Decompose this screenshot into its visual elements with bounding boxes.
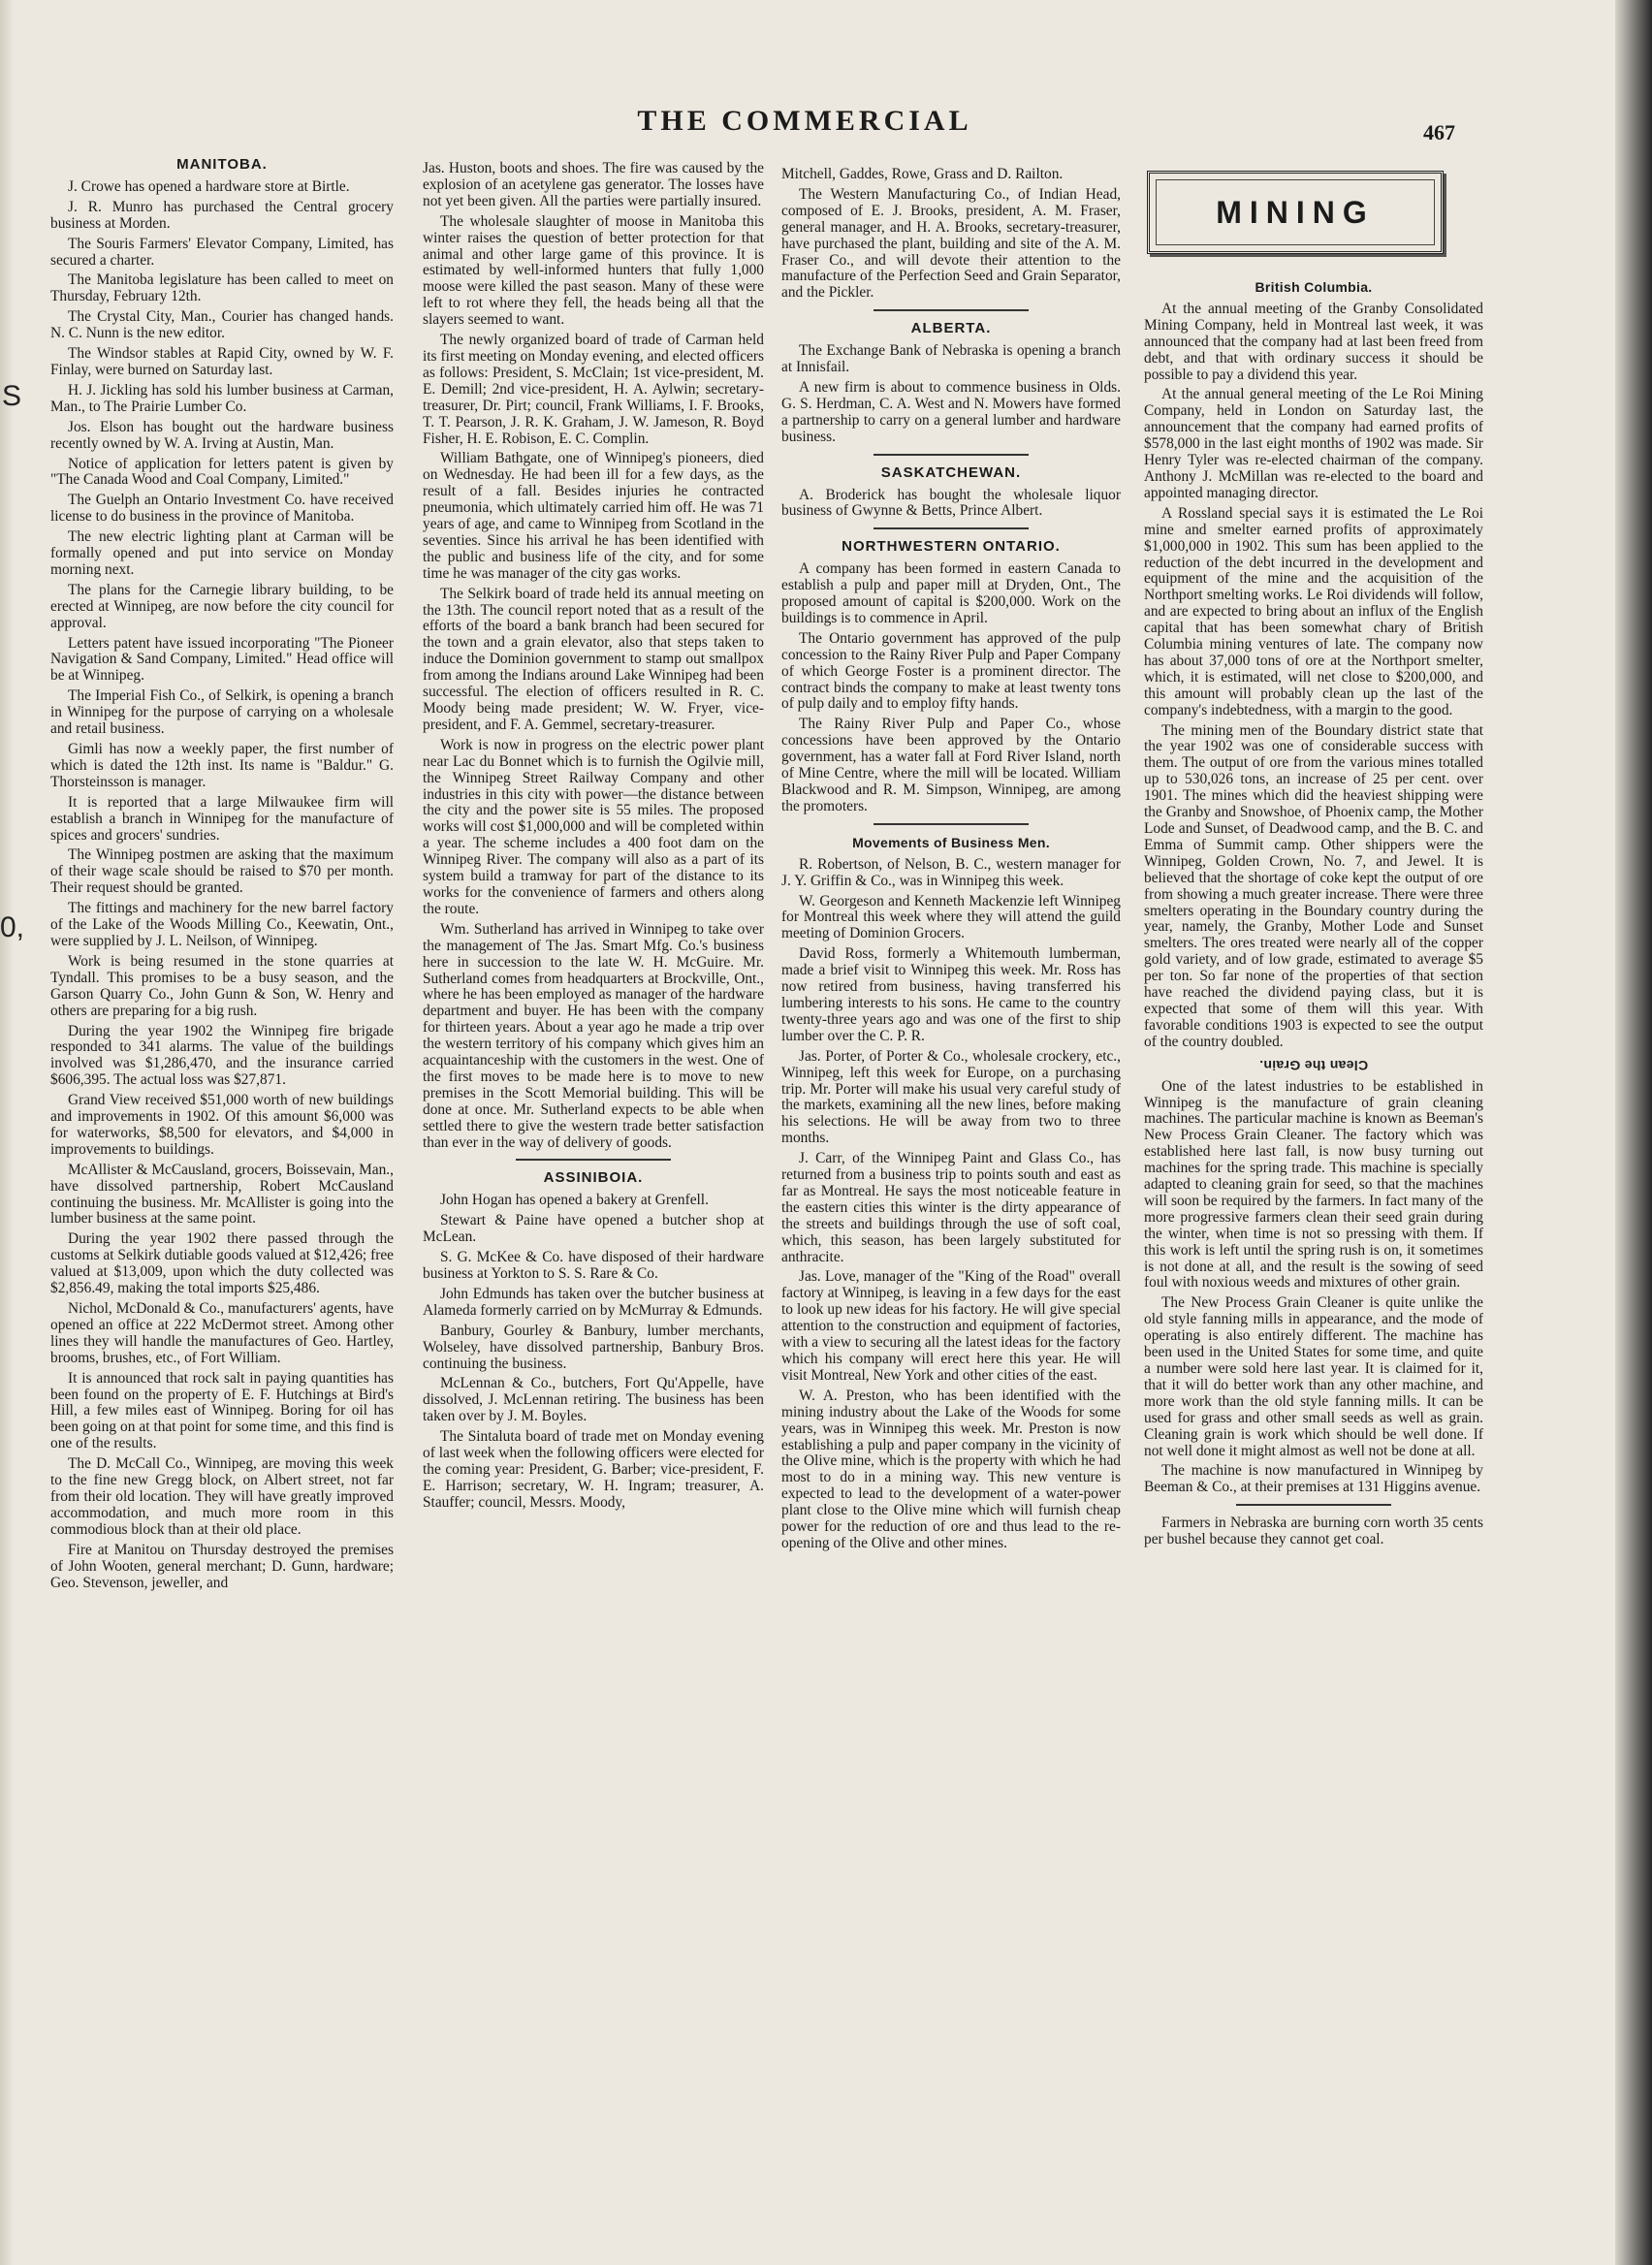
- news-paragraph: Jas. Love, manager of the "King of the Road" overall factory at Winnipeg, is leaving in a few days for the east to look up new ideas for his factory. He will give special attention to the construction and equipment of factories, with a view to securing all the latest ideas for the factory which his company will erect here this year. He will visit Montreal, New York and other cities of the east.: [781, 1268, 1121, 1384]
- news-paragraph: At the annual general meeting of the Le Roi Mining Company, held in London on Saturday last, the announcement that the company had earned profits of $578,000 in the last eight months of 1902 was made. Sir Henry Tyler was re-elected chairman of the company. Anthony J. McMillan was re-elected to the board and appointed managing director.: [1144, 386, 1483, 501]
- column-two: [423, 161, 764, 1515]
- news-paragraph: The mining men of the Boundary district state that the year 1902 was one of considerable success with them. The output of ore from the various mines totalled up to 530,026 tons, an increase of 25 per cent. over 1901. The mines which did the heaviest shipping were the Granby and Snowshoe, of Phoenix camp, the Mother Lode and Sunset, of Deadwood camp, and the B. C. and Emma of Summit camp. Other shippers were the Winnipeg, Golden Crown, No. 7, and Jewel. It is believed that the shortage of coke kept the output of ore from showing a much greater increase. There were three smelters operating in the Boundary country during the year, namely, the Granby, Mother Lode and Sunset smelters. The ores treated were nearly all of the copper gold variety, and of low grade, estimated to average $5 per ton. So far none of the properties of that section have reached the dividend paying class, but it is expected that some of them will this year. With favorable conditions 1903 is expected to see the output of the country doubled.: [1144, 721, 1483, 1050]
- masthead: THE COMMERCIAL: [637, 105, 972, 137]
- news-paragraph: John Edmunds has taken over the butcher business at Alameda formerly carried on by McMurray & Edmunds.: [423, 1285, 764, 1319]
- column-manitoba: [50, 151, 394, 1595]
- news-paragraph: Fire at Manitou on Thursday destroyed the premises of John Wooten, general merchant; D. Gunn, hardware; Geo. Stevenson, jeweller, and: [50, 1541, 394, 1591]
- news-paragraph: One of the latest industries to be established in Winnipeg is the manufacture of grain cleaning machines. The particular machine is known as Beeman's New Process Grain Cleaner. The factory which was established here last fall, is now busy turning out machines for the spring trade. This machine is specially adapted to cleaning grain for seed, so that the machines will soon be required by the farmers. In fact many of the more progressive farmers clean their seed grain during the winter, when time is not so pressing with them. If this work is left until the spring rush is on, it sometimes is not done at all, and the result is the sowing of seed foul with noxious weeds and mixtures of other grain.: [1144, 1077, 1483, 1292]
- news-paragraph: A Rossland special says it is estimated the Le Roi mine and smelter earned profits of approximately $1,000,000 in 1902. This sum has been applied to the reduction of the debt incurred in the development and equipment of the mine and the acquisition of the Northport smelting works. Le Roi dividends will follow, and are expected to bring about an influx of the English capital that has been somewhat chary of British Columbia mining ventures of late. The company now has about 37,000 tons of ore at the Northport smelter, which, it is estimated, will net close to $200,000, and this amount will probably clean up the last of the company's indebtedness, with a margin to the good.: [1144, 504, 1483, 718]
- news-paragraph: The Guelph an Ontario Investment Co. have received license to do business in the province of Manitoba.: [50, 492, 394, 526]
- news-paragraph: David Ross, formerly a Whitemouth lumberman, made a brief visit to Winnipeg this week. Mr. Ross has now retired from business, having transferred his lumbering interests to his sons. He came to the country twenty-three years ago and was one of the first to ship lumber over the C. P. R.: [781, 945, 1121, 1044]
- news-paragraph: The wholesale slaughter of moose in Manitoba this winter raises the question of better protection for that animal and other large game of this province. It is estimated by well-informed hunters that fully 1,000 moose were killed the past season. Many of these were left to rot where they fell, the heads being all that the slayers seemed to want.: [423, 212, 764, 329]
- news-paragraph: The new electric lighting plant at Carman will be formally opened and put into service on Monday morning next.: [50, 528, 394, 578]
- news-paragraph: The Sintaluta board of trade met on Monday evening of last week when the following officers were elected for the coming year: President, G. Barber; vice-president, F. E. Harrison; secretary, W. H. Ingram; treasurer, A. Stauffer; council, Messrs. Moody,: [423, 1428, 764, 1511]
- section-heading: [1144, 1057, 1483, 1073]
- section-rule: [516, 1159, 671, 1161]
- news-paragraph: S. G. McKee & Co. have disposed of their hardware business at Yorkton to S. S. Rare & Co.: [423, 1249, 764, 1282]
- news-paragraph: Jos. Elson has bought out the hardware business recently owned by W. A. Irving at Austin, Man.: [50, 418, 394, 452]
- news-paragraph: Work is being resumed in the stone quarries at Tyndall. This promises to be a busy season, and the Garson Quarry Co., John Gunn & Son, W. Henry and others are preparing for a big rush.: [50, 952, 394, 1019]
- news-paragraph: Grand View received $51,000 worth of new buildings and improvements in 1902. Of this amount $6,000 was for waterworks, $8,500 for elevators, and $4,000 in improvements to buildings.: [50, 1092, 394, 1158]
- section-rule: [874, 823, 1029, 825]
- news-paragraph: The Exchange Bank of Nebraska is opening a branch at Innisfail.: [781, 342, 1121, 376]
- section-heading-text: Clean the Grain.: [1258, 1057, 1369, 1073]
- news-paragraph: Wm. Sutherland has arrived in Winnipeg to take over the management of The Jas. Smart Mfg. Co.'s business here in succession to the late W. H. McGuire. Mr. Sutherland comes from headquarters at Brockville, Ont., where he has been employed as manager of the hardware department and buyer. He has been with the company for thirteen years. About a year ago he made a trip over the western territory of his company which gives him an acquaintanceship with the customers in the west. One of the first moves to be made here is to move to new premises in the Scott Memorial building. This will be done at once. Mr. Sutherland expects to be able when settled there to give the western trade better satisfaction than ever in the way of delivery of goods.: [423, 920, 764, 1151]
- section-heading: British Columbia.: [1255, 279, 1373, 295]
- section-heading: MANITOBA.: [176, 156, 268, 173]
- news-paragraph: A new firm is about to commence business in Olds. G. S. Herdman, C. A. West and N. Mowers have formed a partnership to carry on a general lumber and hardware business.: [781, 378, 1121, 445]
- page-number: 467: [1423, 120, 1455, 144]
- news-paragraph: J. R. Munro has purchased the Central grocery business at Morden.: [50, 198, 394, 232]
- section-heading: Movements of Business Men.: [852, 834, 1050, 850]
- news-paragraph: McLennan & Co., butchers, Fort Qu'Appelle, have dissolved, J. McLennan retiring. The business has been taken over by J. M. Boyles.: [423, 1375, 764, 1425]
- news-paragraph: William Bathgate, one of Winnipeg's pioneers, died on Wednesday. He had been ill for a few days, as the result of a fall. Besides injuries he contracted pneumonia, which ultimately carried him off. He was 71 years of age, and came to Winnipeg from Scotland in the seventies. Since his arrival he has been identified with the public and business life of the city, and for some time he was manager of the city gas works.: [423, 450, 764, 582]
- news-paragraph: R. Robertson, of Nelson, B. C., western manager for J. Y. Griffin & Co., was in Winnipeg this week.: [781, 855, 1121, 889]
- section-heading: ASSINIBOIA.: [543, 1169, 644, 1187]
- news-paragraph: The Imperial Fish Co., of Selkirk, is opening a branch in Winnipeg for the purpose of carrying on a wholesale and retail business.: [50, 687, 394, 738]
- news-paragraph: The Crystal City, Man., Courier has changed hands. N. C. Nunn is the new editor.: [50, 308, 394, 342]
- news-paragraph: Gimli has now a weekly paper, the first number of which is dated the 12th inst. Its name is "Baldur." G. Thorsteinsson is manager.: [50, 741, 394, 790]
- section-heading: NORTHWESTERN ONTARIO.: [842, 538, 1061, 556]
- news-paragraph: W. A. Preston, who has been identified with the mining industry about the Lake of the Woods for some years, was in Winnipeg this week. Mr. Preston is now establishing a pulp and paper company in the vicinity of the Olive mine, which is the property with which he had most to do in a mining way. This new venture is expected to lead to the development of a water-power plant close to the Olive mine which will furnish cheap power for the reduction of ore and thus lead to the re-opening of the Olive and other mines.: [781, 1387, 1121, 1551]
- news-paragraph: The Souris Farmers' Elevator Company, Limited, has secured a charter.: [50, 235, 394, 269]
- news-paragraph: During the year 1902 the Winnipeg fire brigade responded to 341 alarms. The value of the buildings involved was $1,286,470, and the insurance carried $606,395. The actual loss was $27,871.: [50, 1022, 394, 1089]
- news-paragraph: Banbury, Gourley & Banbury, lumber merchants, Wolseley, have dissolved partnership, Banbury Bros. continuing the business.: [423, 1322, 764, 1372]
- mining-banner: [1147, 171, 1444, 254]
- news-paragraph: It is announced that rock salt in paying quantities has been found on the property of E. F. Hutchings at Bird's Hill, a few miles east of Winnipeg. Boring for oil has been going on at that point for some time, and this find is one of the results.: [50, 1369, 394, 1452]
- news-paragraph: The Manitoba legislature has been called to meet on Thursday, February 12th.: [50, 271, 394, 305]
- news-paragraph: A. Broderick has bought the wholesale liquor business of Gwynne & Betts, Prince Albert.: [781, 486, 1121, 520]
- news-paragraph: The New Process Grain Cleaner is quite unlike the old style fanning mills in appearance, and the mode of operating is also entirely different. The machine has been used in the United States for some time, and quite a number were sold here last year. It is claimed for it, that it will do better work than any other machine, and more work than the old style fanning mills. It can be used for grass and other small seeds as well as grain. Cleaning grain is work which should be well done. If not well done it might almost as well not be done at all.: [1144, 1294, 1483, 1459]
- news-paragraph: Farmers in Nebraska are burning corn worth 35 cents per bushel because they cannot get coal.: [1144, 1515, 1483, 1548]
- news-paragraph: The Windsor stables at Rapid City, owned by W. F. Finlay, were burned on Saturday last.: [50, 345, 394, 378]
- news-paragraph: Jas. Huston, boots and shoes. The fire was caused by the explosion of an acetylene gas generator. The losses have not yet been given. All the parties were partially insured.: [423, 160, 764, 209]
- news-paragraph: The D. McCall Co., Winnipeg, are moving this week to the fine new Gregg block, on Albert street, not far from their old location. They will have greatly improved accommodation, and much more room in this commodious block than at their old place.: [50, 1455, 394, 1538]
- news-paragraph: During the year 1902 there passed through the customs at Selkirk dutiable goods valued at $12,426; free valued at $13,009, upon which the duty collected was $2,856.49, making the total imports $25,486.: [50, 1230, 394, 1297]
- news-paragraph: H. J. Jickling has sold his lumber business at Carman, Man., to The Prairie Lumber Co.: [50, 381, 394, 415]
- news-paragraph: J. Crowe has opened a hardware store at Birtle.: [68, 177, 350, 195]
- news-paragraph: Stewart & Paine have opened a butcher shop at McLean.: [423, 1212, 764, 1246]
- news-paragraph: John Hogan has opened a bakery at Grenfell.: [440, 1192, 709, 1209]
- news-paragraph: Jas. Porter, of Porter & Co., wholesale crockery, etc., Winnipeg, left this week for Europe, on a purchasing trip. Mr. Porter will make his usual very careful study of the markets, examining all the new lines, before making his selections. He will be away from two to three months.: [781, 1047, 1121, 1147]
- news-paragraph: The Rainy River Pulp and Paper Co., whose concessions have been approved by the Ontario government, has a water fall at Ford River Island, north of Mine Centre, where the mill will be located. William Blackwood and R. M. Simpson, Winnipeg, are among the promoters.: [781, 716, 1121, 814]
- news-paragraph: The Ontario government has approved of the pulp concession to the Rainy River Pulp and Paper Company of which George Foster is a prominent director. The contract binds the company to make at least twenty tons of pulp daily and to employ fifty hands.: [781, 629, 1121, 713]
- page-binding-edge: [0, 0, 14, 2265]
- section-heading: SASKATCHEWAN.: [880, 463, 1022, 481]
- news-paragraph: Nichol, McDonald & Co., manufacturers' agents, have opened an office at 222 McDermot street. Among other lines they will handle the manufactures of Geo. Hartley, brooms, brushes, etc., of Fort William.: [50, 1300, 394, 1366]
- news-paragraph: The fittings and machinery for the new barrel factory of the Lake of the Woods Milling Co., Keewatin, Ont., were supplied by J. L. Neilson, of Winnipeg.: [50, 900, 394, 949]
- news-paragraph: Letters patent have issued incorporating "The Pioneer Navigation & Sand Company, Limited." Head office will be at Winnipeg.: [50, 634, 394, 685]
- news-paragraph: The plans for the Carnegie library building, to be erected at Winnipeg, are now before the city council for approval.: [50, 581, 394, 631]
- news-paragraph: The Western Manufacturing Co., of Indian Head, composed of E. J. Brooks, president, A. M. Fraser, general manager, and H. A. Brooks, secretary-treasurer, have purchased the plant, building and site of the A. M. Fraser Co., and will devote their attention to the manufacture of the Perfection Seed and Grain Separator, and the Pickler.: [781, 185, 1121, 302]
- news-paragraph: W. Georgeson and Kenneth Mackenzie left Winnipeg for Montreal this week where they will attend the guild meeting of Dominion Grocers.: [781, 892, 1121, 942]
- news-paragraph: The Selkirk board of trade held its annual meeting on the 13th. The council report noted that as a result of the efforts of the board a bank branch had been secured for the town and a grain elevator, also that steps taken to induce the Dominion government to stamp out smallpox from among the Indians around Lake Winnipeg had been successful. The election of officers resulted in R. C. Moody being made president; W. W. Fryer, vice-president, and F. A. Gemmel, secretary-treasurer.: [423, 585, 764, 733]
- news-paragraph: The newly organized board of trade of Carman held its first meeting on Monday evening, and elected officers as follows: President, S. McClain; 1st vice-president, M. E. Demill; 2nd vice-president, H. A. Aylwin; secretary-treasurer, Dr. Pirt; council, Frank Williams, I. F. Brooks, T. T. Pearson, J. R. K. Graham, J. W. Jameson, R. Boyd Fisher, H. E. Robison, E. C. Complin.: [423, 332, 764, 447]
- section-heading: ALBERTA.: [910, 320, 992, 337]
- news-paragraph: J. Carr, of the Winnipeg Paint and Glass Co., has returned from a business trip to points south and east as far as Montreal. He says the most noticeable feature in the eastern cities this winter is the dirty appearance of the streets and buildings through the use of soft coal, which, this season, has been largely substituted for anthracite.: [781, 1150, 1121, 1265]
- news-paragraph: Notice of application for letters patent is given by "The Canada Wood and Coal Company, Limited.": [50, 455, 394, 489]
- news-paragraph: At the annual meeting of the Granby Consolidated Mining Company, held in Montreal last week, it was announced that the company had at last been freed from debt, and that with ordinary success it should be possible to pay a dividend this year.: [1144, 300, 1483, 383]
- section-rule: [874, 309, 1029, 311]
- section-rule: [1236, 1504, 1391, 1506]
- news-paragraph: McAllister & McCausland, grocers, Boissevain, Man., have dissolved partnership, Robert McCausland continuing the business. Mr. McAllister is going into the lumber business at the same point.: [50, 1161, 394, 1228]
- column-mining: [1144, 273, 1483, 1552]
- news-paragraph: The machine is now manufactured in Winnipeg by Beeman & Co., at their premises at 131 Higgins avenue.: [1144, 1462, 1483, 1496]
- news-paragraph: It is reported that a large Milwaukee firm will establish a branch in Winnipeg for the manufacture of spices and grocers' sundries.: [50, 793, 394, 844]
- left-edge-fragment: S: [2, 380, 22, 412]
- page-shadow: [1615, 0, 1652, 2265]
- news-paragraph: The Winnipeg postmen are asking that the maximum of their wage scale should be raised to $70 per month. Their request should be granted.: [50, 846, 394, 897]
- mining-banner-frame: [1156, 179, 1435, 245]
- news-paragraph: Mitchell, Gaddes, Rowe, Grass and D. Railton.: [781, 166, 1064, 182]
- section-rule: [874, 454, 1029, 456]
- section-rule: [874, 527, 1029, 529]
- mining-banner-text: MINING: [1216, 194, 1375, 230]
- column-three: [781, 167, 1121, 1556]
- left-edge-fragment: 0,: [0, 911, 25, 943]
- news-paragraph: Work is now in progress on the electric power plant near Lac du Bonnet which is to furnish the Ogilvie mill, the Winnipeg Street Railway Company and other industries in this city with power—the distance between the city and the power site is 55 miles. The proposed works will cost $1,000,000 and will be completed within a year. The scheme includes a 400 foot dam on the Winnipeg River. The company will also as a part of its system build a tramway for part of the distance to its works for the convenience of farmers and others along the route.: [423, 736, 764, 917]
- news-paragraph: A company has been formed in eastern Canada to establish a pulp and paper mill at Dryden, Ont., The proposed amount of capital is $200,000. Work on the buildings is to commence in April.: [781, 560, 1121, 626]
